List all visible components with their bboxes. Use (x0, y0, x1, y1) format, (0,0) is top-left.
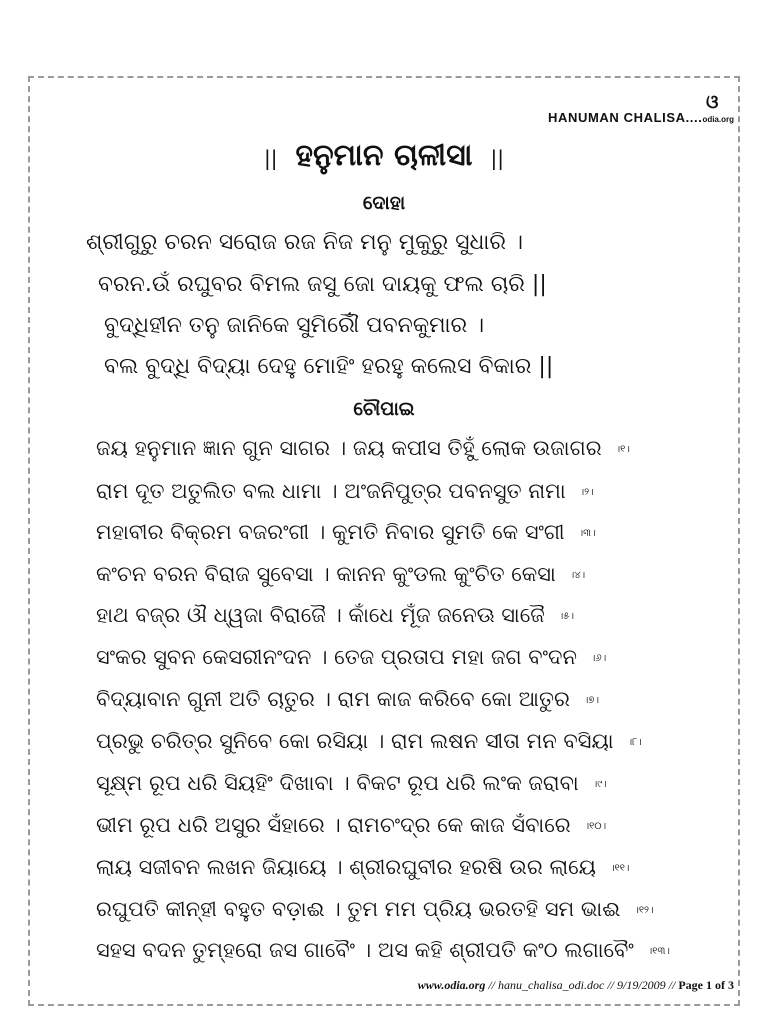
verse-text: ଜୟ ହନୁମାନ ଜ୍ଞାନ ଗୁନ ସାଗର । ଜୟ କପୀସ ତିହୁଁ ଲୋକ ଉଜାଗର (96, 436, 602, 460)
verse-text: ମହାବୀର ବିକ୍ରମ ବଜରଂଗୀ । କୁମତି ନିବାର ସୁମତି କେ ସଂଗୀ (96, 520, 565, 544)
verse-number: ।୧୦। (584, 820, 607, 832)
verse-line-8 (96, 729, 642, 754)
footer-date: 9/19/2009 (617, 978, 666, 992)
verse-line-5 (96, 603, 574, 628)
verse-number: ।୧୩। (647, 945, 670, 957)
verse-number: ।୪। (569, 569, 586, 581)
verse-text: ଲାୟ ସଜୀବନ ଲଖନ ଜିୟାୟେ । ଶ୍ରୀରଘୁବୀର ହରଷି ଉର ଲାୟେ (96, 855, 597, 879)
verse-line-6 (96, 645, 606, 670)
doha-heading: ଦୋହା (362, 192, 406, 214)
verse-text: ଭୀମ ରୂପ ଧରି ଅସୁର ସଁହାରେ । ରାମଚଂଦ୍ର କେ କାଜ ସଁବାରେ (96, 813, 571, 837)
verse-text: ସୂକ୍ଷ୍ମ ରୂପ ଧରି ସିୟହିଂ ଦିଖାବା । ବିକଟ ରୂପ ଧରି ଲଂକ ଜରାବା (96, 771, 579, 795)
footer-sep: // (485, 978, 498, 992)
footer-filename: hanu_chalisa_odi.doc (498, 978, 605, 992)
doha-line-4: ବଲ ବୁଦ୍ଧି ବିଦ୍ୟା ଦେହୁ ମୋହିଂ ହରହୁ କଲେସ ବିକାର || (104, 354, 554, 379)
title-right-bar: || (490, 146, 505, 170)
verse-text: ସଂକର ସୁବନ କେସରୀନଂଦନ । ତେଜ ପ୍ରତାପ ମହା ଜଗ ବଂଦନ (96, 645, 577, 669)
verse-number: ।୩। (578, 527, 596, 539)
verse-line-3 (96, 520, 596, 545)
verse-line-11 (96, 855, 629, 880)
verse-text: କଂଚନ ବରନ ବିରାଜ ସୁବେସା । କାନନ କୁଂଡଲ କୁଂଚିତ କେସା (96, 562, 556, 586)
verse-line-4 (96, 562, 585, 587)
verse-number: ।୧୧। (610, 862, 630, 874)
doha-line-2: ବରନ.ଉଁ ରଘୁବର ବିମଲ ଜସୁ ଜୋ ଦାୟକୁ ଫଲ ଚାରି || (98, 272, 547, 297)
verse-text: ରଘୁପତି କୀନ୍ହୀ ବହୁତ ବଡ଼ାଈ । ତୁମ ମମ ପ୍ରିୟ ଭରତହି ସମ ଭାଈ (96, 897, 621, 921)
verse-number: ।୭। (583, 694, 600, 706)
verse-number: ।୮। (627, 736, 642, 748)
verse-number: ।୯। (592, 778, 607, 790)
verse-line-7 (96, 687, 599, 712)
verse-number: ।୧୨। (634, 904, 654, 916)
verse-line-13 (96, 938, 670, 963)
title-text: ହନୁମାନ ଚାଳୀସା (295, 138, 473, 173)
verse-text: ସହସ ବଦନ ତୁମ୍ହରୋ ଜସ ଗାବୈଂ । ଅସ କହି ଶ୍ରୀପତି କଂଠ ଲଗାବୈଂ (96, 938, 634, 962)
verse-text: ବିଦ୍ୟାବାନ ଗୁନୀ ଅତି ଚାତୁର । ରାମ କାଜ କରିବେ କୋ ଆତୁର (96, 687, 570, 711)
chaupai-heading: ଚୌପାଇ (353, 398, 415, 420)
footer-sep: // (604, 978, 617, 992)
verse-text: ପ୍ରଭୁ ଚରିତ୍ର ସୁନିବେ କୋ ରସିୟା । ରାମ ଲଷନ ସୀତା ମନ ବସିୟା (96, 729, 614, 753)
verse-number: ।୧। (615, 443, 630, 455)
title-left-bar: || (263, 146, 278, 170)
verse-line-9 (96, 771, 607, 796)
verse-line-2 (96, 479, 594, 504)
doha-line-3: ବୁଦ୍ଧିହୀନ ତନୁ ଜାନିକେ ସୁମିରୌଁ ପବନକୁମାର । (104, 313, 485, 338)
verse-text: ହାଥ ବଜ୍ର ଔ ଧ୍ୱଜା ବିରାଜୈ । କାଁଧେ ମୂଁଜ ଜନେଊ ସାଜୈ (96, 603, 545, 627)
verse-number: ।୬। (590, 652, 607, 664)
doha-line-1: ଶ୍ରୀଗୁରୁ ଚରନ ସରୋଜ ରଜ ନିଜ ମନୁ ମୁକୁରୁ ସୁଧାରି । (86, 230, 523, 255)
verse-text: ରାମ ଦୂତ ଅତୁଲିତ ବଲ ଧାମା । ଅଂଜନିପୁତ୍ର ପବନସୁତ ନାମା (96, 479, 566, 503)
footer-page-number: Page 1 of 3 (678, 978, 734, 992)
verse-line-1 (96, 436, 630, 461)
header-title: HANUMAN CHALISA.... (548, 110, 703, 125)
header-site: odia.org (702, 115, 734, 124)
document-header (548, 110, 734, 125)
verse-line-10 (96, 813, 606, 838)
page-title (0, 138, 768, 173)
verse-line-12 (96, 897, 654, 922)
verse-number: ।୫। (558, 610, 574, 622)
footer-site: www.odia.org (417, 978, 486, 992)
odia-logo: ଓ (706, 92, 718, 113)
verse-number: ।୨। (579, 486, 594, 498)
document-footer (418, 978, 734, 993)
footer-sep: // (665, 978, 679, 992)
